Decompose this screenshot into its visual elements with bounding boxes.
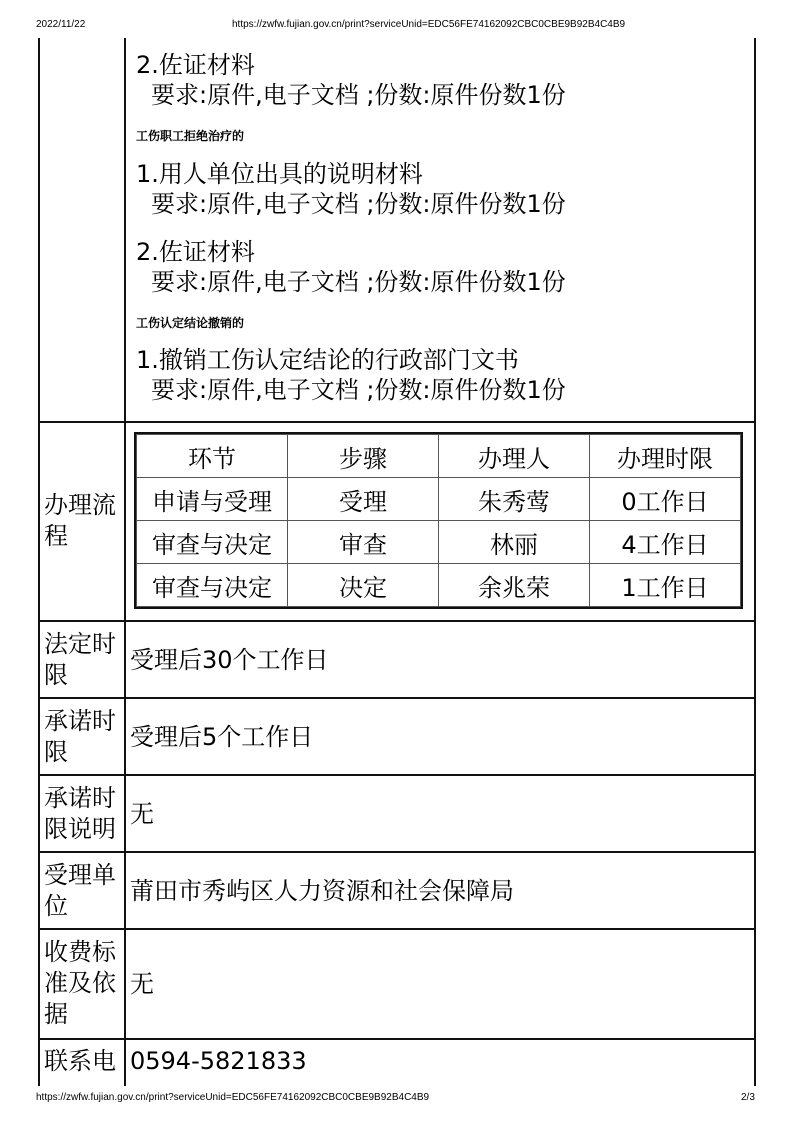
process-cell: 朱秀莺 (439, 478, 590, 521)
row-divider (38, 774, 756, 776)
process-header-cell: 环节 (137, 435, 288, 478)
promised-limit-value: 受理后5个工作日 (130, 723, 314, 751)
material-requirement: 要求:原件,电子文档 ;份数:原件份数1份 (151, 376, 566, 404)
process-cell: 林丽 (439, 521, 590, 564)
print-footer-url: https://zwfw.fujian.gov.cn/print?serviceUnid=EDC56FE74162092CBC0CBE9B92B4C4B9 (36, 1092, 430, 1103)
promised-limit-note-value: 无 (130, 800, 154, 828)
material-requirement: 要求:原件,电子文档 ;份数:原件份数1份 (151, 81, 566, 109)
row-divider (38, 421, 756, 423)
process-label: 办理流程 (44, 491, 116, 550)
promised-limit-label: 承诺时限 (44, 707, 116, 766)
process-table (134, 432, 743, 609)
page-number: 2/3 (741, 1092, 755, 1103)
process-cell: 决定 (288, 564, 439, 607)
accepting-unit-label: 受理单位 (44, 861, 116, 920)
row-divider (38, 851, 756, 853)
process-cell: 0工作日 (590, 478, 741, 521)
fee-standard-label: 收费标准及依据 (44, 938, 116, 1028)
legal-limit-label: 法定时限 (44, 630, 116, 689)
material-item (136, 237, 566, 297)
fee-standard-value: 无 (130, 970, 154, 998)
contact-phone-value: 0594-5821833 (130, 1047, 307, 1075)
material-item (136, 345, 566, 405)
print-date: 2022/11/22 (36, 19, 86, 30)
row-divider (38, 1038, 756, 1040)
process-header-cell: 步骤 (288, 435, 439, 478)
process-cell: 余兆荣 (439, 564, 590, 607)
process-cell: 受理 (288, 478, 439, 521)
accepting-unit-value: 莆田市秀屿区人力资源和社会保障局 (130, 877, 514, 905)
material-title: 1.撤销工伤认定结论的行政部门文书 (136, 346, 519, 374)
material-category: 工伤认定结论撤销的 (136, 316, 245, 330)
material-item (136, 50, 566, 110)
table-row (137, 478, 741, 521)
process-cell: 申请与受理 (137, 478, 288, 521)
process-cell: 1工作日 (590, 564, 741, 607)
table-row (137, 564, 741, 607)
process-header-cell: 办理时限 (590, 435, 741, 478)
contact-phone-label: 联系电 (44, 1047, 116, 1075)
row-divider (38, 620, 756, 622)
promised-limit-note-label: 承诺时限说明 (44, 784, 116, 843)
material-title: 2.佐证材料 (136, 238, 255, 266)
material-title: 1.用人单位出具的说明材料 (136, 160, 423, 188)
material-category: 工伤职工拒绝治疗的 (136, 129, 245, 143)
materials-row (38, 38, 756, 422)
row-divider (38, 697, 756, 699)
material-title: 2.佐证材料 (136, 51, 255, 79)
material-requirement: 要求:原件,电子文档 ;份数:原件份数1份 (151, 268, 566, 296)
service-detail-table (38, 38, 756, 1086)
legal-limit-value: 受理后30个工作日 (130, 646, 329, 674)
table-row (137, 521, 741, 564)
process-cell: 4工作日 (590, 521, 741, 564)
row-divider (38, 928, 756, 930)
process-table-header (137, 435, 741, 478)
print-header-url: https://zwfw.fujian.gov.cn/print?serviceUnid=EDC56FE74162092CBC0CBE9B92B4C4B9 (232, 19, 626, 30)
process-header-cell: 办理人 (439, 435, 590, 478)
material-item (136, 159, 566, 219)
process-cell: 审查与决定 (137, 521, 288, 564)
process-cell: 审查 (288, 521, 439, 564)
material-requirement: 要求:原件,电子文档 ;份数:原件份数1份 (151, 190, 566, 218)
process-cell: 审查与决定 (137, 564, 288, 607)
